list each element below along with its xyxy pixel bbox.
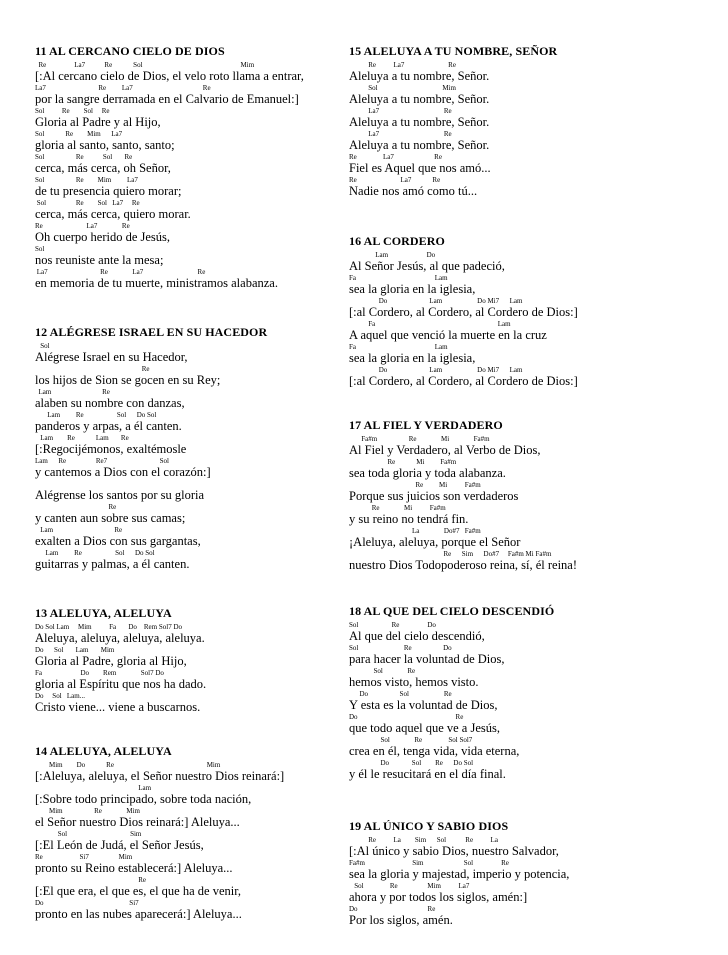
- song-block: [349, 604, 721, 782]
- lyric-line: Aleluya, aleluya, aleluya, aleluya.: [35, 631, 205, 645]
- lyric-line: hemos visto, hemos visto.: [349, 675, 479, 689]
- lyric-line: y canten aun sobre sus camas;: [35, 511, 186, 525]
- verse-line: [349, 882, 721, 905]
- chord-line: Sol Re Do: [349, 644, 452, 652]
- verse-line: [349, 343, 721, 366]
- chord-line: Re: [35, 876, 147, 884]
- lyric-line: pronto su Reino establecerá:] Aleluya...: [35, 861, 233, 875]
- chord-line: Sol Sim: [35, 830, 142, 838]
- verse-line: [35, 365, 347, 388]
- song-block: [35, 606, 347, 715]
- verse-line: [35, 784, 347, 807]
- lyric-line: gloria al santo, santo, santo;: [35, 138, 175, 152]
- verse-line: [349, 859, 721, 882]
- verse-line: [349, 153, 721, 176]
- verse-line: [349, 690, 721, 713]
- verse-line: [35, 692, 347, 715]
- verse-line: [349, 759, 721, 782]
- verse-line: [35, 830, 347, 853]
- lyric-line: Alégrense los santos por su gloria: [35, 488, 205, 502]
- chord-line: Do Re: [349, 905, 436, 913]
- verse-line: [349, 274, 721, 297]
- verse-line: [35, 176, 347, 199]
- verse-line: [35, 807, 347, 830]
- verse-line: [35, 199, 347, 222]
- chord-line: Do Sol Lam Mim Fa Do Rem Sol7 Do: [35, 623, 183, 631]
- chord-line: Fa Do Rem Sol7 Do: [35, 669, 164, 677]
- song-title: 18 AL QUE DEL CIELO DESCENDIÓ: [349, 604, 555, 618]
- lyric-line: gloria al Espíritu que nos ha dado.: [35, 677, 207, 691]
- song-block: [35, 325, 347, 572]
- chord-line: Sol Re Mim La7: [35, 130, 123, 138]
- chord-line: Lam Re Re7 Sol: [35, 457, 169, 465]
- song-block: [349, 234, 721, 389]
- verse-line: [35, 876, 347, 899]
- chord-line: Re: [35, 503, 117, 511]
- chord-line: Re La7 Re Sol Mim: [35, 61, 255, 69]
- chord-line: La7 Re: [349, 107, 452, 115]
- lyric-line: y cantemos a Dios con el corazón:]: [35, 465, 211, 479]
- lyric-line: Fiel es Aquel que nos amó...: [349, 161, 491, 175]
- verse-line: [35, 899, 347, 922]
- chord-line: Sol Re Sol Sol7: [349, 736, 473, 744]
- verse-line: [349, 297, 721, 320]
- lyric-line: Aleluya a tu nombre, Señor.: [349, 69, 490, 83]
- lyric-line: [:Regocijémonos, exaltémosle: [35, 442, 187, 456]
- lyric-line: [:al Cordero, al Cordero, al Cordero de Dios:]: [349, 374, 578, 388]
- lyric-line: nos reuniste ante la mesa;: [35, 253, 164, 267]
- verse-line: [349, 481, 721, 504]
- lyric-line: guitarras y palmas, a él canten.: [35, 557, 190, 571]
- verse-line: [349, 836, 721, 859]
- lyric-line: que todo aquel que ve a Jesús,: [349, 721, 501, 735]
- lyric-line: Y esta es la voluntad de Dios,: [349, 698, 498, 712]
- lyric-line: Al Fiel y Verdadero, al Verbo de Dios,: [349, 443, 541, 457]
- song-title: 11 AL CERCANO CIELO DE DIOS: [35, 44, 225, 58]
- chord-line: Re Mi Fa#m: [349, 481, 481, 489]
- lyric-line: nuestro Dios Todopoderoso reina, sí, él reina!: [349, 558, 578, 572]
- verse-line: [35, 669, 347, 692]
- lyric-line: sea la gloria y majestad, imperio y potencia,: [349, 867, 570, 881]
- song-title: 15 ALELUYA A TU NOMBRE, SEÑOR: [349, 44, 558, 58]
- verse-line: [35, 623, 347, 646]
- lyric-line: los hijos de Sion se gocen en su Rey;: [35, 373, 221, 387]
- lyric-line: panderos y arpas, a él canten.: [35, 419, 182, 433]
- chord-line: Sol Re: [349, 667, 416, 675]
- verse-line: [349, 550, 721, 573]
- verse-line: [349, 61, 721, 84]
- lyric-line: sea toda gloria y toda alabanza.: [349, 466, 506, 480]
- chord-line: Fa#m Re Mi Fa#m: [349, 435, 490, 443]
- lyric-line: Aleluya a tu nombre, Señor.: [349, 138, 490, 152]
- verse-line: [349, 527, 721, 550]
- chord-line: Lam Re: [35, 526, 123, 534]
- chord-line: Do Re: [349, 713, 464, 721]
- lyric-line: Al que del cielo descendió,: [349, 629, 485, 643]
- lyric-line: [:Al único y sabio Dios, nuestro Salvador,: [349, 844, 559, 858]
- chord-line: Sol: [35, 342, 50, 350]
- chord-line: Re Mi Fa#m: [349, 504, 446, 512]
- chord-line: Re La7 Re: [349, 153, 442, 161]
- chord-line: Fa Lam: [349, 320, 511, 328]
- song-title: 19 AL ÚNICO Y SABIO DIOS: [349, 819, 509, 833]
- verse-line: [35, 646, 347, 669]
- chord-line: La7 Re La7 Re: [35, 84, 211, 92]
- chord-line: Sol: [35, 245, 45, 253]
- verse-line: [349, 736, 721, 759]
- song-block: [35, 44, 347, 291]
- chord-line: Re Si7 Mim: [35, 853, 133, 861]
- chord-line: La7 Re: [349, 130, 452, 138]
- song-title: 12 ALÉGRESE ISRAEL EN SU HACEDOR: [35, 325, 268, 339]
- chord-line: Lam Re Lam Re: [35, 434, 129, 442]
- lyric-line: pronto en las nubes aparecerá:] Aleluya...: [35, 907, 242, 921]
- lyric-line: para hacer la voluntad de Dios,: [349, 652, 505, 666]
- lyric-line: A aquel que venció la muerte en la cruz: [349, 328, 547, 342]
- verse-line: [35, 388, 347, 411]
- lyric-line: exalten a Dios con sus gargantas,: [35, 534, 201, 548]
- chord-line: Re Mi Fa#m: [349, 458, 457, 466]
- lyric-line: cerca, más cerca, oh Señor,: [35, 161, 171, 175]
- verse-line: [35, 153, 347, 176]
- lyric-line: el Señor nuestro Dios reinará:] Aleluya...: [35, 815, 240, 829]
- chord-line: Do Lam Do Mi7 Lam: [349, 366, 523, 374]
- lyric-line: alaben su nombre con danzas,: [35, 396, 185, 410]
- song-block: [349, 418, 721, 573]
- chord-line: Do Sol Lam Mim: [35, 646, 115, 654]
- chord-line: Mim Do Re Mim: [35, 761, 221, 769]
- lyric-line: ¡Aleluya, aleluya, porque el Señor: [349, 535, 521, 549]
- verse-line: [35, 480, 347, 503]
- verse-line: [35, 342, 347, 365]
- verse-line: [35, 526, 347, 549]
- song-title: 16 AL CORDERO: [349, 234, 445, 248]
- chord-line: La Do#7 Fa#m: [349, 527, 481, 535]
- song-block: [349, 819, 721, 928]
- lyric-line: y él le resucitará en el día final.: [349, 767, 506, 781]
- verse-line: [349, 366, 721, 389]
- song-title: 17 AL FIEL Y VERDADERO: [349, 418, 503, 432]
- lyric-line: Nadie nos amó como tú...: [349, 184, 478, 198]
- verse-line: [35, 434, 347, 457]
- verse-line: [349, 176, 721, 199]
- verse-line: [35, 61, 347, 84]
- chord-line: La7 Re La7 Re: [35, 268, 206, 276]
- chord-line: Sol Re Mim La7: [349, 882, 470, 890]
- verse-line: [349, 713, 721, 736]
- chord-line: Re La7 Re: [35, 222, 130, 230]
- chord-line: Lam Re Sol Do Sol: [35, 411, 157, 419]
- verse-line: [349, 621, 721, 644]
- lyric-line: [:al Cordero, al Cordero, al Cordero de Dios:]: [349, 305, 578, 319]
- chord-line: Lam Do: [349, 251, 436, 259]
- chord-line: Sol Re Sol Re: [35, 107, 110, 115]
- chord-line: Do Lam Do Mi7 Lam: [349, 297, 523, 305]
- verse-line: [35, 245, 347, 268]
- chord-line: Re Sim Do#7 Fa#m Mi Fa#m: [349, 550, 552, 558]
- lyric-line: Cristo viene... viene a buscarnos.: [35, 700, 201, 714]
- song-title: 13 ALELUYA, ALELUYA: [35, 606, 172, 620]
- chord-line: Do Sol Re: [349, 690, 452, 698]
- lyric-line: Porque sus juicios son verdaderos: [349, 489, 519, 503]
- song-title: 14 ALELUYA, ALELUYA: [35, 744, 172, 758]
- chord-line: Lam: [35, 784, 152, 792]
- verse-line: [35, 503, 347, 526]
- lyric-line: por la sangre derramada en el Calvario de Emanuel:]: [35, 92, 299, 106]
- verse-line: [35, 84, 347, 107]
- chord-line: Re La Sim Sol Re La: [349, 836, 498, 844]
- lyric-line: [:Sobre todo principado, sobre toda nación,: [35, 792, 252, 806]
- verse-line: [349, 84, 721, 107]
- chord-line: Re La7 Re: [349, 176, 441, 184]
- verse-line: [349, 320, 721, 343]
- lyric-line: Oh cuerpo herido de Jesús,: [35, 230, 171, 244]
- song-block: [349, 44, 721, 199]
- verse-line: [349, 251, 721, 274]
- chord-line: Lam Re Sol Do Sol: [35, 549, 155, 557]
- lyric-line: Alégrese Israel en su Hacedor,: [35, 350, 188, 364]
- verse-line: [349, 435, 721, 458]
- verse-line: [35, 222, 347, 245]
- verse-line: [349, 644, 721, 667]
- chord-line: Fa Lam: [349, 274, 448, 282]
- verse-line: [349, 504, 721, 527]
- chord-line: Lam Re: [35, 388, 110, 396]
- lyric-line: en memoria de tu muerte, ministramos alabanza.: [35, 276, 278, 290]
- verse-line: [35, 268, 347, 291]
- verse-line: [349, 905, 721, 928]
- verse-line: [35, 130, 347, 153]
- lyric-line: [:El León de Judá, el Señor Jesús,: [35, 838, 204, 852]
- verse-line: [35, 411, 347, 434]
- lyric-line: Gloria al Padre y al Hijo,: [35, 115, 161, 129]
- chord-line: Do Sol Lam...: [35, 692, 85, 700]
- lyric-line: Gloria al Padre, gloria al Hijo,: [35, 654, 187, 668]
- lyric-line: Aleluya a tu nombre, Señor.: [349, 92, 490, 106]
- verse-line: [349, 667, 721, 690]
- chord-line: Sol Re Sol La7 Re: [35, 199, 140, 207]
- verse-line: [35, 457, 347, 480]
- verse-line: [35, 549, 347, 572]
- lyric-line: [:Aleluya, aleluya, el Señor nuestro Dios reinará:]: [35, 769, 285, 783]
- lyric-line: sea la gloria en la iglesia,: [349, 351, 476, 365]
- song-block: [35, 744, 347, 922]
- verse-line: [35, 853, 347, 876]
- chord-line: Fa Lam: [349, 343, 448, 351]
- chord-line: Fa#m Sim Sol Re: [349, 859, 509, 867]
- verse-line: [35, 107, 347, 130]
- lyric-line: Por los siglos, amén.: [349, 913, 453, 927]
- lyric-line: crea en él, tenga vida, vida eterna,: [349, 744, 520, 758]
- lyric-line: cerca, más cerca, quiero morar.: [35, 207, 191, 221]
- verse-line: [349, 130, 721, 153]
- lyric-line: de tu presencia quiero morar;: [35, 184, 182, 198]
- chord-line: Mim Re Mim: [35, 807, 141, 815]
- lyric-line: [:El que era, el que es, el que ha de venir,: [35, 884, 242, 898]
- chord-line: Sol Re Mim La7: [35, 176, 138, 184]
- lyric-line: [:Al cercano cielo de Dios, el velo roto llama a entrar,: [35, 69, 304, 83]
- chord-line: Do Sol Re Do Sol: [349, 759, 474, 767]
- chord-line: Sol Re Do: [349, 621, 436, 629]
- lyric-line: ahora y por todos los siglos, amén:]: [349, 890, 528, 904]
- lyric-line: Al Señor Jesús, al que padeció,: [349, 259, 505, 273]
- verse-line: [35, 761, 347, 784]
- lyric-line: sea la gloria en la iglesia,: [349, 282, 476, 296]
- chord-line: Re: [35, 365, 150, 373]
- chord-line: Re La7 Re: [349, 61, 456, 69]
- chord-line: Do Si7: [35, 899, 139, 907]
- chord-line: Sol Mim: [349, 84, 456, 92]
- verse-line: [349, 458, 721, 481]
- lyric-line: y su reino no tendrá fin.: [349, 512, 469, 526]
- verse-line: [349, 107, 721, 130]
- lyric-line: Aleluya a tu nombre, Señor.: [349, 115, 490, 129]
- chord-line: Sol Re Sol Re: [35, 153, 133, 161]
